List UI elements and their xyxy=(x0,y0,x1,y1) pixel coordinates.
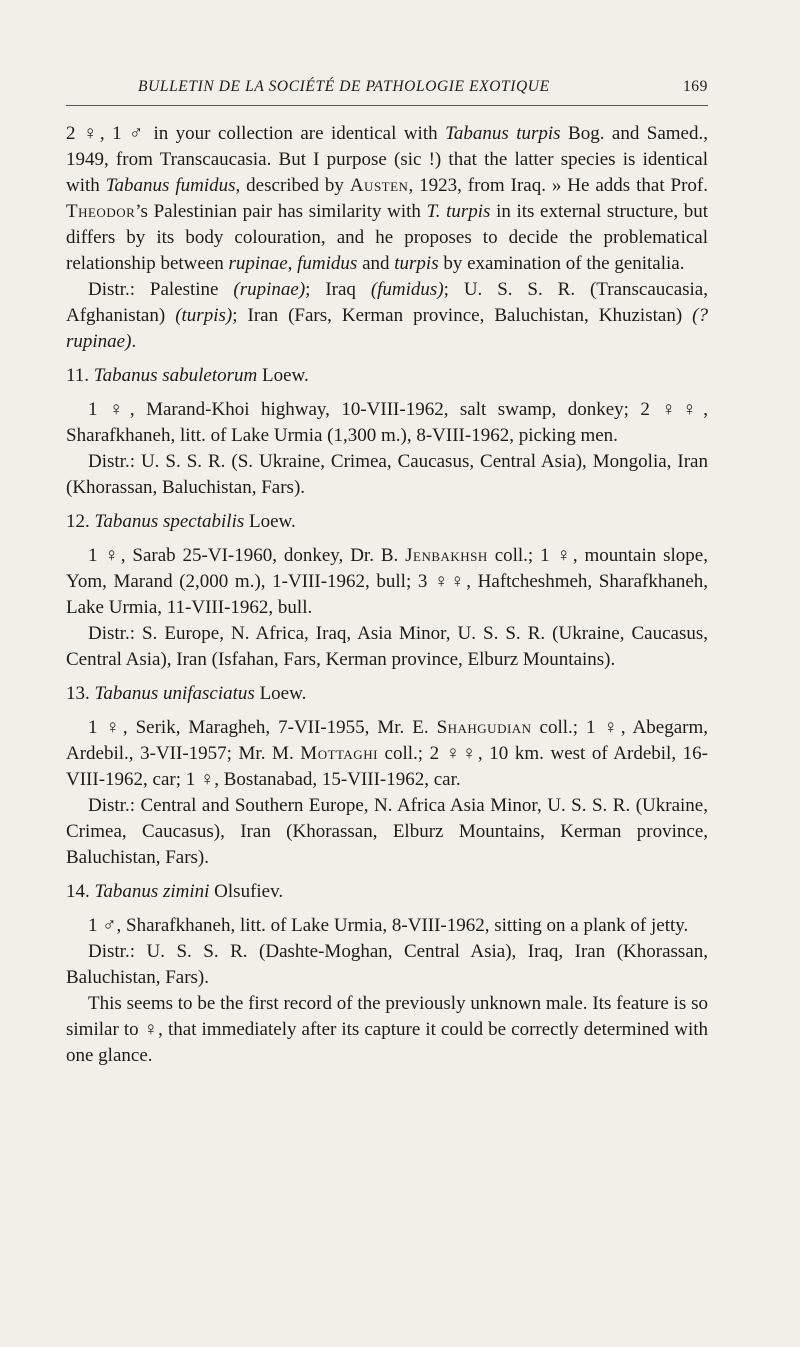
text-run: Olsufiev. xyxy=(209,881,284,902)
author-name: Austen xyxy=(349,175,409,196)
paragraph xyxy=(66,509,708,535)
text-run: ’s Palestinian pair has similarity with xyxy=(135,201,427,222)
text-run: Loew. xyxy=(254,683,307,704)
text-run: in its external structure, but differs by its body colouration, and he proposes to decide the problematical relationship between xyxy=(66,201,708,274)
italic-text: Tabanus spectabilis xyxy=(94,511,245,532)
italic-text: turpis xyxy=(394,253,439,274)
author-name: Jenbakhsh xyxy=(405,545,488,566)
running-header xyxy=(66,78,708,100)
paragraph xyxy=(66,991,708,1069)
text-run: Distr.: U. S. S. R. (Dashte-Moghan, Central Asia), Iraq, Iran (Khorassan, Baluchistan, Fars). xyxy=(66,941,708,988)
italic-text: Tabanus fumidus xyxy=(105,175,236,196)
paragraph xyxy=(66,913,708,939)
text-run: 1 ♀, Marand-Khoi highway, 10-VIII-1962, salt swamp, donkey; 2 ♀♀, Sharafkhaneh, litt. of Lake Urmia (1,300 m.), 8-VIII-1962, picking men. xyxy=(66,399,708,446)
paragraph xyxy=(66,363,708,389)
text-run: This seems to be the first record of the previously unknown male. Its feature is so similar to ♀, that immediately after its capture it could be correctly determined with one glance. xyxy=(66,993,708,1066)
article-body xyxy=(66,121,708,1069)
text-run: Bog. and Samed., 1949, from Transcaucasia. But I purpose (sic !) that the latter species is identical with xyxy=(66,123,708,196)
italic-text: rupinae xyxy=(228,253,288,274)
paragraph xyxy=(66,681,708,707)
text-run: and xyxy=(357,253,395,274)
paragraph xyxy=(66,715,708,793)
text-run: ; Iraq xyxy=(305,279,371,300)
text-run: . xyxy=(131,331,137,352)
text-run: 14. xyxy=(66,881,95,902)
text-run: Loew. xyxy=(244,511,296,532)
text-run: 11. xyxy=(66,365,94,386)
text-run: Distr.: Palestine xyxy=(88,279,234,300)
italic-text: (? rupinae) xyxy=(66,305,708,352)
italic-text: (fumidus) xyxy=(370,279,444,300)
paragraph xyxy=(66,449,708,501)
text-run: , xyxy=(287,253,298,274)
text-run: coll.; 1 ♀, mountain slope, Yom, Marand (2,000 m.), 1-VIII-1962, bull; 3 ♀♀, Haftcheshmeh, Sharafkhaneh, Lake Urmia, 11-VIII-1962, bull. xyxy=(66,545,708,618)
italic-text: Tabanus zimini xyxy=(94,881,210,902)
italic-text: T. turpis xyxy=(426,201,491,222)
text-run: 1 ♀, Serik, Maragheh, 7-VII-1955, Mr. E. xyxy=(88,717,437,738)
italic-text: fumidus xyxy=(297,253,358,274)
italic-text: (turpis) xyxy=(175,305,233,326)
paragraph xyxy=(66,939,708,991)
paragraph xyxy=(66,793,708,871)
text-run: 2 ♀, 1 ♂ in your collection are identical with xyxy=(66,123,446,144)
paragraph xyxy=(66,121,708,277)
text-run: ; U. S. S. R. (Transcaucasia, Afghanistan) xyxy=(66,279,708,326)
text-run: by examination of the genitalia. xyxy=(438,253,685,274)
text-run: Distr.: Central and Southern Europe, N. Africa Asia Minor, U. S. S. R. (Ukraine, Crimea, Caucasus), Iran (Khorassan, Elburz Mountains, Kerman province, Baluchistan, Fars). xyxy=(66,795,708,868)
header-rule xyxy=(66,105,708,106)
text-run: coll.; 1 ♀, Abegarm, Ardebil., 3-VII-1957; Mr. M. xyxy=(66,717,709,764)
paragraph xyxy=(66,621,708,673)
paragraph xyxy=(66,277,708,355)
italic-text: (rupinae) xyxy=(233,279,306,300)
page-number: 169 xyxy=(682,78,708,95)
text-run: 13. xyxy=(66,683,95,704)
paragraph xyxy=(66,879,708,905)
text-run: Distr.: S. Europe, N. Africa, Iraq, Asia Minor, U. S. S. R. (Ukraine, Caucasus, Central Asia), Iran (Isfahan, Fars, Kerman province, Elburz Mountains). xyxy=(66,623,708,670)
journal-title: BULLETIN DE LA SOCIÉTÉ DE PATHOLOGIE EXOTIQUE xyxy=(138,78,550,95)
text-run: , 1923, from Iraq. » He adds that Prof. xyxy=(408,175,708,196)
text-run: , described by xyxy=(235,175,350,196)
text-run: ; Iran (Fars, Kerman province, Baluchistan, Khuzistan) xyxy=(232,305,693,326)
paragraph xyxy=(66,543,708,621)
text-run: coll.; 2 ♀♀, 10 km. west of Ardebil, 16-VIII-1962, car; 1 ♀, Bostanabad, 15-VIII-1962, car. xyxy=(66,743,708,790)
text-run: 1 ♀, Sarab 25-VI-1960, donkey, Dr. B. xyxy=(88,545,406,566)
text-run: 1 ♂, Sharafkhaneh, litt. of Lake Urmia, 8-VIII-1962, sitting on a plank of jetty. xyxy=(88,915,689,936)
italic-text: Tabanus unifasciatus xyxy=(94,683,255,704)
author-name: Theodor xyxy=(66,201,136,222)
author-name: Shahgudian xyxy=(436,717,532,738)
text-run: Loew. xyxy=(257,365,309,386)
italic-text: Tabanus sabuletorum xyxy=(93,365,258,386)
text-run: Distr.: U. S. S. R. (S. Ukraine, Crimea, Caucasus, Central Asia), Mongolia, Iran (Khorassan, Baluchistan, Fars). xyxy=(66,451,708,498)
text-run: 12. xyxy=(66,511,95,532)
author-name: Mottaghi xyxy=(300,743,378,764)
italic-text: Tabanus turpis xyxy=(445,123,561,144)
paragraph xyxy=(66,397,708,449)
